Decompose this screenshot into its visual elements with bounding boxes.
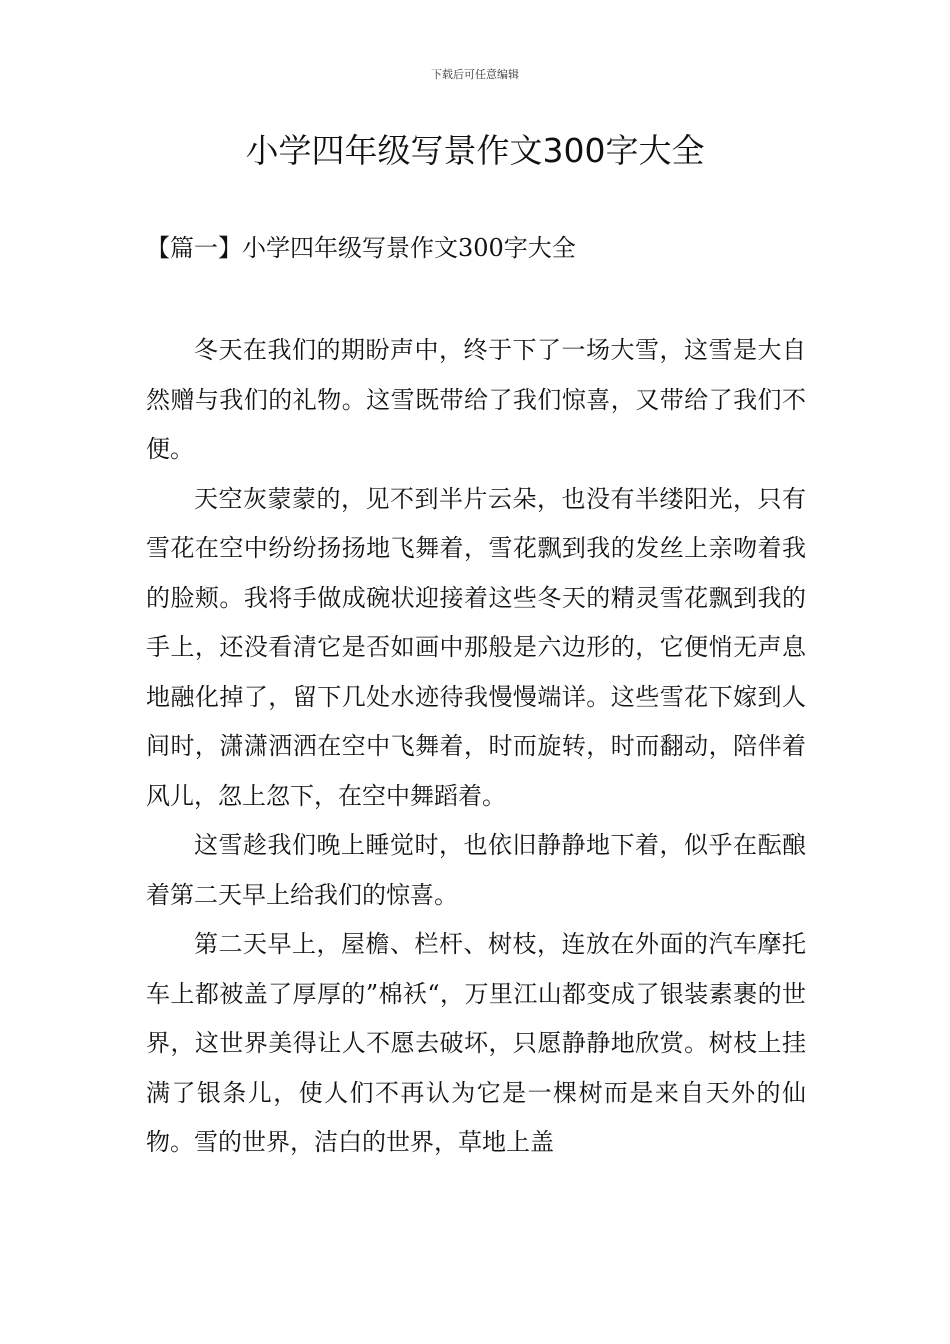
page-title: 小学四年级写景作文300字大全 [245,131,705,170]
essay-body [146,326,806,1168]
paragraph-1: 冬天在我们的期盼声中，终于下了一场大雪，这雪是大自然赠与我们的礼物。这雪既带给了我们惊喜，又带给了我们不便。 [146,336,806,463]
header-note: 下载后可任意编辑 [431,68,519,81]
section-heading: 【篇一】小学四年级写景作文300字大全 [146,234,576,262]
paragraph-4: 第二天早上，屋檐、栏杆、树枝，连放在外面的汽车摩托车上都被盖了厚厚的”棉袄“，万里江山都变成了银装素裹的世界，这世界美得让人不愿去破坏，只愿静静地欣赏。树枝上挂满了银条儿，使人们不再认为它是一棵树而是来自天外的仙物。雪的世界，洁白的世界，草地上盖 [146,930,806,1156]
paragraph-2: 天空灰蒙蒙的，见不到半片云朵，也没有半缕阳光，只有雪花在空中纷纷扬扬地飞舞着，雪花飘到我的发丝上亲吻着我的脸颊。我将手做成碗状迎接着这些冬天的精灵雪花飘到我的手上，还没看清它是否如画中那般是六边形的，它便悄无声息地融化掉了，留下几处水迹待我慢慢端详。这些雪花下嫁到人间时，潇潇洒洒在空中飞舞着，时而旋转，时而翻动，陪伴着风儿，忽上忽下，在空中舞蹈着。 [146,484,806,810]
paragraph-3: 这雪趁我们晚上睡觉时，也依旧静静地下着，似乎在酝酿着第二天早上给我们的惊喜。 [146,831,806,909]
